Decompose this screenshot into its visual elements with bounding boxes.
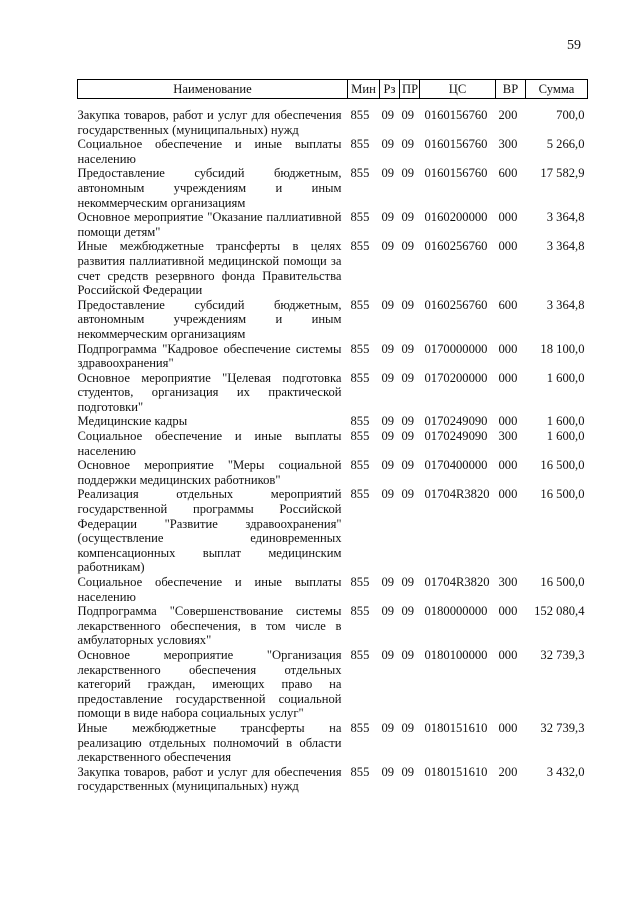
cell-vr: 000	[498, 487, 518, 502]
cell-sum: 3 364,8	[546, 297, 585, 312]
cell-min: 855	[350, 458, 370, 473]
cell-rz: 09	[381, 647, 395, 662]
cell-sum: 152 080,4	[534, 604, 585, 619]
table-row	[78, 99, 588, 138]
cell-sum: 17 582,9	[540, 166, 585, 181]
cell-name: Закупка товаров, работ и услуг для обеспечения государственных (муниципальных) нужд	[77, 108, 342, 137]
cell-cs: 0160156760	[424, 108, 488, 122]
cell-sum: 5 266,0	[546, 137, 585, 152]
table-row	[78, 721, 588, 765]
cell-sum: 3 432,0	[546, 764, 585, 779]
cell-cs: 0180151610	[424, 720, 488, 735]
table-row	[78, 648, 588, 721]
cell-cs: 0180151610	[424, 764, 488, 779]
cell-vr: 300	[498, 575, 518, 589]
cell-vr: 000	[498, 370, 518, 385]
cell-min: 855	[350, 575, 370, 589]
table-row	[78, 342, 588, 371]
cell-cs: 0160200000	[424, 210, 488, 225]
cell-min: 855	[350, 647, 370, 662]
cell-rz: 09	[381, 370, 395, 385]
cell-name: Социальное обеспечение и иные выплаты населению	[77, 575, 342, 604]
cell-rz: 09	[381, 720, 395, 735]
cell-sum: 32 739,3	[540, 647, 585, 662]
cell-vr: 000	[498, 647, 518, 662]
cell-cs: 0160256760	[424, 239, 488, 254]
cell-rz: 09	[381, 137, 395, 152]
cell-min: 855	[350, 414, 370, 429]
cell-cs: 0180100000	[424, 647, 488, 662]
table-row	[78, 765, 588, 794]
cell-vr: 000	[498, 239, 518, 254]
cell-pr: 09	[401, 720, 415, 735]
cell-sum: 1 600,0	[546, 429, 585, 444]
cell-rz: 09	[381, 239, 395, 254]
cell-vr: 600	[498, 297, 518, 312]
cell-pr: 09	[401, 239, 415, 254]
cell-vr: 000	[498, 210, 518, 225]
cell-name: Подпрограмма "Кадровое обеспечение системы здравоохранения"	[77, 341, 342, 371]
cell-pr: 09	[401, 297, 415, 312]
cell-rz: 09	[381, 429, 395, 444]
cell-cs: 0170249090	[424, 414, 488, 429]
cell-min: 855	[350, 429, 370, 444]
cell-sum: 3 364,8	[546, 239, 585, 254]
table-row	[78, 429, 588, 458]
cell-min: 855	[350, 210, 370, 225]
cell-pr: 09	[401, 458, 415, 473]
cell-sum: 1 600,0	[546, 370, 585, 385]
cell-min: 855	[350, 487, 370, 502]
cell-pr: 09	[401, 341, 415, 356]
table-row	[78, 575, 588, 604]
cell-cs: 01704R3820	[424, 487, 490, 502]
cell-vr: 200	[498, 108, 518, 122]
cell-vr: 200	[498, 764, 518, 779]
cell-rz: 09	[381, 166, 395, 181]
cell-name: Реализация отдельных мероприятий государственной программы Российской Федерации "Развитие здравоохранения" (осуществление единовременных компенсационных выплат медицинским работникам)	[77, 487, 342, 575]
cell-name: Медицинские кадры	[77, 414, 188, 429]
table-row	[78, 210, 588, 239]
cell-name: Предоставление субсидий бюджетным, автономным учреждениям и иным некоммерческим организациям	[77, 297, 342, 341]
cell-cs: 0180000000	[424, 604, 488, 619]
cell-vr: 000	[498, 458, 518, 473]
table-row	[78, 604, 588, 648]
table-row	[78, 487, 588, 575]
cell-sum: 16 500,0	[540, 575, 585, 589]
header-cs: ЦС	[420, 80, 496, 99]
cell-name: Основное мероприятие "Целевая подготовка студентов, организация их практической подготовки"	[77, 370, 342, 414]
cell-min: 855	[350, 764, 370, 779]
header-pr: ПР	[400, 80, 420, 99]
cell-rz: 09	[381, 341, 395, 356]
cell-pr: 09	[401, 210, 415, 225]
cell-min: 855	[350, 720, 370, 735]
table-body	[78, 99, 588, 794]
cell-rz: 09	[381, 604, 395, 619]
table-row	[78, 414, 588, 429]
cell-rz: 09	[381, 414, 395, 429]
cell-sum: 16 500,0	[540, 487, 585, 502]
cell-pr: 09	[401, 414, 415, 429]
cell-vr: 300	[498, 429, 518, 444]
cell-rz: 09	[381, 764, 395, 779]
cell-min: 855	[350, 341, 370, 356]
header-rz: Рз	[380, 80, 400, 99]
cell-sum: 18 100,0	[540, 341, 585, 356]
budget-table	[77, 79, 588, 794]
cell-cs: 0170400000	[424, 458, 488, 473]
cell-vr: 000	[498, 341, 518, 356]
cell-name: Закупка товаров, работ и услуг для обеспечения государственных (муниципальных) нужд	[77, 764, 342, 794]
cell-vr: 000	[498, 604, 518, 619]
header-vr: ВР	[496, 80, 526, 99]
cell-sum: 3 364,8	[546, 210, 585, 225]
header-name: Наименование	[78, 80, 348, 99]
cell-cs: 0170249090	[424, 429, 488, 444]
header-sum: Сумма	[526, 80, 588, 99]
cell-cs: 0170200000	[424, 370, 488, 385]
cell-name: Иные межбюджетные трансферты в целях развития паллиативной медицинской помощи за счет средств резервного фонда Правительства Российской Федерации	[77, 239, 342, 298]
cell-sum: 700,0	[556, 108, 585, 122]
cell-cs: 0160256760	[424, 297, 488, 312]
table-row	[78, 298, 588, 342]
cell-name: Основное мероприятие "Оказание паллиативной помощи детям"	[77, 210, 342, 239]
cell-sum: 32 739,3	[540, 720, 585, 735]
cell-pr: 09	[401, 370, 415, 385]
cell-name: Предоставление субсидий бюджетным, автономным учреждениям и иным некоммерческим организациям	[77, 166, 342, 210]
cell-vr: 000	[498, 720, 518, 735]
cell-min: 855	[350, 297, 370, 312]
cell-rz: 09	[381, 458, 395, 473]
cell-name: Основное мероприятие "Организация лекарственного обеспечения отдельных категорий граждан, имеющих право на предоставление государственной социальной помощи в виде набора социальных услуг"	[77, 647, 342, 721]
cell-name: Социальное обеспечение и иные выплаты населению	[77, 429, 342, 458]
cell-name: Иные межбюджетные трансферты на реализацию отдельных полномочий в области лекарственного обеспечения	[77, 720, 342, 765]
cell-vr: 600	[498, 166, 518, 181]
cell-pr: 09	[401, 764, 415, 779]
table-row	[78, 371, 588, 415]
table-row	[78, 239, 588, 297]
cell-min: 855	[350, 604, 370, 619]
cell-pr: 09	[401, 108, 415, 122]
header-min: Мин	[348, 80, 380, 99]
table-header	[78, 80, 588, 99]
cell-vr: 300	[498, 137, 518, 152]
cell-cs: 0160156760	[424, 137, 488, 152]
cell-name: Подпрограмма "Совершенствование системы лекарственного обеспечения, в том числе в амбулаторных условиях"	[77, 604, 342, 648]
cell-rz: 09	[381, 575, 395, 589]
cell-name: Социальное обеспечение и иные выплаты населению	[77, 137, 342, 166]
cell-rz: 09	[381, 210, 395, 225]
cell-rz: 09	[381, 108, 395, 122]
cell-cs: 0170000000	[424, 341, 488, 356]
cell-pr: 09	[401, 487, 415, 502]
cell-min: 855	[350, 108, 370, 122]
cell-pr: 09	[401, 429, 415, 444]
cell-name: Основное мероприятие "Меры социальной поддержки медицинских работников"	[77, 458, 342, 487]
cell-vr: 000	[498, 414, 518, 429]
cell-rz: 09	[381, 297, 395, 312]
cell-pr: 09	[401, 166, 415, 181]
page-number: 59	[567, 38, 581, 53]
cell-min: 855	[350, 370, 370, 385]
cell-sum: 1 600,0	[546, 414, 585, 429]
cell-min: 855	[350, 166, 370, 181]
cell-min: 855	[350, 137, 370, 152]
cell-rz: 09	[381, 487, 395, 502]
cell-cs: 01704R3820	[424, 575, 490, 589]
table-row	[78, 458, 588, 487]
cell-pr: 09	[401, 647, 415, 662]
cell-min: 855	[350, 239, 370, 254]
cell-pr: 09	[401, 604, 415, 619]
table-row	[78, 137, 588, 166]
table-row	[78, 166, 588, 210]
cell-cs: 0160156760	[424, 166, 488, 181]
cell-sum: 16 500,0	[540, 458, 585, 473]
cell-pr: 09	[401, 575, 415, 589]
cell-pr: 09	[401, 137, 415, 152]
